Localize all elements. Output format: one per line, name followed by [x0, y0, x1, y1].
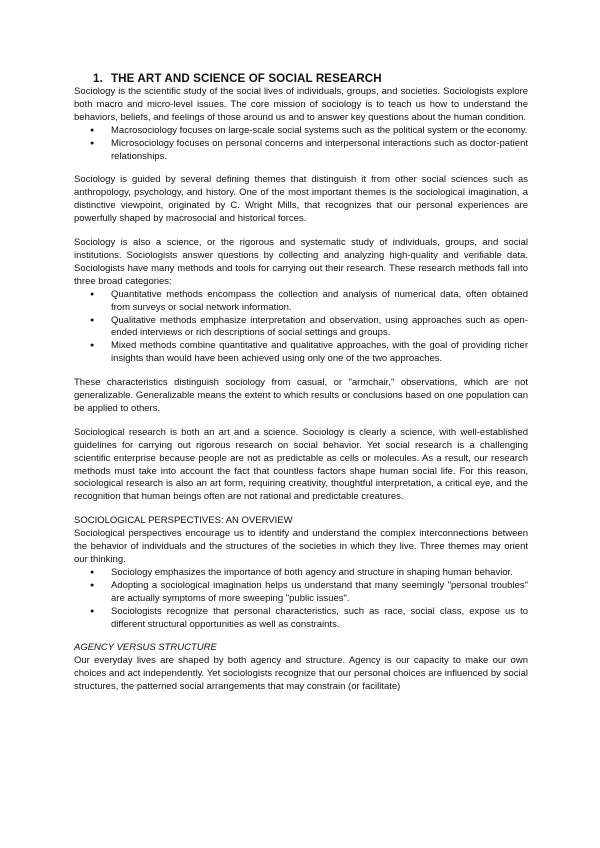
agency-heading: AGENCY VERSUS STRUCTURE	[74, 642, 217, 654]
agency-paragraph: Our everyday lives are shaped by both agency and structure. Agency is our capacity to make our own choices and act independently. Yet sociologists recognize that our personal choices are influenced by social structures, the patterned social arrangements that may constrain (or facilitate)	[74, 655, 528, 693]
page-content	[74, 72, 528, 694]
perspectives-heading: SOCIOLOGICAL PERSPECTIVES: AN OVERVIEW	[74, 515, 293, 527]
themes-paragraph: Sociology is guided by several defining themes that distinguish it from other social sciences such as anthropology, psychology, and history. One of the most important themes is the sociological imagination, a distinctive viewpoint, originated by C. Wright Mills, that recognizes that our personal experiences are powerfully shaped by macrosocial and historical forces.	[74, 174, 528, 225]
list-item: ● Sociology emphasizes the importance of both agency and structure in shaping human behavior.	[74, 567, 528, 580]
list-item: ● Microsociology focuses on personal concerns and interpersonal interactions such as doctor-patient relationships.	[74, 138, 528, 164]
section-number: 1.	[93, 72, 103, 85]
list-item: ● Adopting a sociological imagination helps us understand that many seemingly "personal troubles" are actually symptoms of more sweeping "public issues".	[74, 580, 528, 606]
intro-bullet-list	[74, 125, 528, 164]
perspectives-bullet-list	[74, 567, 528, 632]
list-item: ● Qualitative methods emphasize interpretation and observation, using approaches such as open-ended interviews or rich descriptions of social settings and groups.	[74, 315, 528, 341]
science-paragraph: Sociology is also a science, or the rigorous and systematic study of individuals, groups, and social institutions. Sociologists answer questions by collecting and analyzing high-quality and verifiable data. Sociologists have many methods and tools for carrying out their research. These research methods fall into three broad categories:	[74, 237, 528, 287]
section-title	[93, 72, 528, 86]
intro-paragraph: Sociology is the scientific study of the social lives of individuals, groups, and societies. Sociologists explore both macro and micro-level issues. The core mission of sociology is to teach us how to understand the behaviors, beliefs, and feelings of those around us and to answer key questions about the human condition.	[74, 86, 528, 123]
list-item: ● Quantitative methods encompass the collection and analysis of numerical data, often obtained from surveys or social network information.	[74, 289, 528, 315]
art-paragraph: Sociological research is both an art and a science. Sociology is clearly a science, with well-established guidelines for carrying out rigorous research on social behavior. Yet social research is a challenging scientific enterprise because people are not as predictable as cells or molecules. As a result, our research methods must take into account the fact that countless factors shape human social life. For this reason, sociological research is also an art form, requiring creativity, thoughtful interpretation, a critical eye, and the recognition that human beings often are not rational and predictable creatures.	[74, 426, 528, 503]
list-item: ● Mixed methods combine quantitative and qualitative approaches, with the goal of providing richer insights than would have been achieved using only one of the two approaches.	[74, 340, 528, 366]
list-item: ● Sociologists recognize that personal characteristics, such as race, social class, expose us to different structural opportunities as well as constraints.	[74, 606, 528, 632]
section-title-text: THE ART AND SCIENCE OF SOCIAL RESEARCH	[111, 72, 382, 85]
perspectives-paragraph: Sociological perspectives encourage us to identify and understand the complex interconnections between the behavior of individuals and the structures of the societies in which they live. Three themes may orient our thinking.	[74, 528, 528, 565]
methods-bullet-list	[74, 289, 528, 366]
list-item: ● Macrosociology focuses on large-scale social systems such as the political system or the economy.	[74, 125, 528, 138]
generalizable-paragraph: These characteristics distinguish sociology from casual, or "armchair," observations, which are not generalizable. Generalizable means the extent to which results or conclusions based on one population can be applied to others.	[74, 377, 528, 414]
